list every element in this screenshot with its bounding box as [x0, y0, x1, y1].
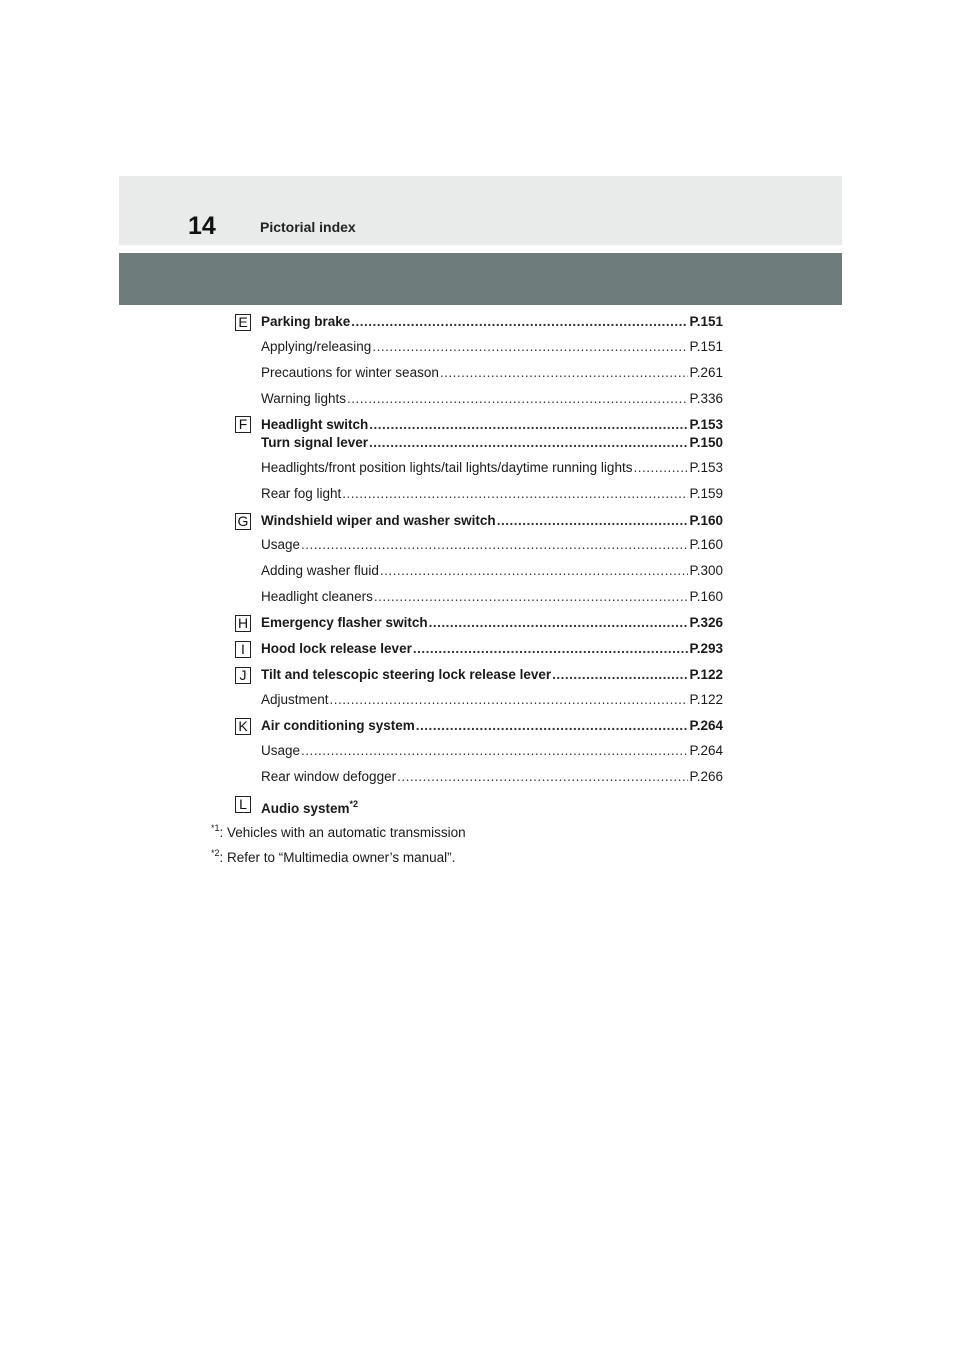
dot-leader	[497, 512, 689, 530]
entry-label: Headlights/front position lights/tail lights/daytime running lights	[261, 460, 633, 475]
entry-label: Hood lock release lever	[261, 641, 412, 656]
index-entry[interactable]	[261, 536, 723, 554]
entry-label: Precautions for winter season	[261, 365, 439, 380]
dot-leader	[347, 390, 688, 408]
page-ref[interactable]: P.261	[689, 365, 723, 380]
dot-leader	[372, 338, 688, 356]
dot-leader	[301, 742, 688, 760]
page-ref[interactable]: P.151	[689, 339, 723, 354]
header-band	[119, 176, 842, 245]
entry-label: Applying/releasing	[261, 339, 372, 354]
index-entry[interactable]	[261, 512, 723, 530]
index-entry[interactable]	[261, 768, 723, 786]
index-entry[interactable]	[261, 717, 723, 735]
page-ref[interactable]: P.264	[689, 718, 723, 733]
dot-leader	[416, 717, 689, 735]
dot-leader	[330, 691, 689, 709]
footnote-mark: *1	[211, 823, 220, 833]
dot-leader	[342, 485, 688, 503]
entry-label: Usage	[261, 537, 301, 552]
entry-label: Tilt and telescopic steering lock release lever	[261, 667, 552, 682]
index-entry[interactable]	[261, 742, 723, 760]
index-entry[interactable]	[261, 416, 723, 434]
page-ref[interactable]: P.153	[689, 460, 723, 475]
section-title: Pictorial index	[260, 219, 356, 235]
dot-leader	[552, 666, 688, 684]
marker-f: F	[235, 416, 251, 433]
page-ref[interactable]: P.160	[689, 537, 723, 552]
index-entry[interactable]	[261, 313, 723, 331]
footnote	[211, 819, 466, 842]
page-ref[interactable]: P.264	[689, 743, 723, 758]
index-entry[interactable]	[261, 390, 723, 408]
marker-i: I	[235, 641, 251, 658]
dot-leader	[413, 640, 689, 658]
entry-label: Air conditioning system	[261, 718, 415, 733]
index-entry[interactable]	[261, 364, 723, 382]
index-entry[interactable]	[261, 338, 723, 356]
entry-label: Windshield wiper and washer switch	[261, 513, 496, 528]
dot-leader	[440, 364, 689, 382]
marker-j: J	[235, 667, 251, 684]
footnote-text: : Vehicles with an automatic transmission	[219, 825, 466, 840]
dot-leader	[369, 416, 688, 434]
index-entry[interactable]	[261, 640, 723, 658]
page-ref[interactable]: P.266	[689, 769, 723, 784]
page-number: 14	[188, 212, 216, 240]
index-entry[interactable]	[261, 459, 723, 477]
entry-label: Rear fog light	[261, 486, 342, 501]
section-banner	[119, 253, 842, 305]
index-entry[interactable]	[261, 666, 723, 684]
footnote	[211, 844, 455, 867]
index-entry[interactable]	[261, 588, 723, 606]
footnote-mark: *2	[211, 848, 220, 858]
entry-label: Rear window defogger	[261, 769, 397, 784]
page-ref[interactable]: P.293	[689, 641, 723, 656]
index-entry[interactable]	[261, 614, 723, 632]
page-ref[interactable]: P.159	[689, 486, 723, 501]
page-ref[interactable]: P.336	[689, 391, 723, 406]
page-ref[interactable]: P.151	[689, 314, 723, 329]
footnote-text: : Refer to “Multimedia owner’s manual”.	[219, 850, 456, 865]
entry-label: Usage	[261, 743, 301, 758]
entry-label: Adding washer fluid	[261, 563, 379, 578]
marker-h: H	[235, 615, 251, 632]
dot-leader	[429, 614, 689, 632]
audio-system-label: Audio system	[261, 801, 350, 816]
index-entry[interactable]	[261, 562, 723, 580]
dot-leader	[380, 562, 689, 580]
dot-leader	[633, 459, 688, 477]
dot-leader	[301, 536, 688, 554]
page-ref[interactable]: P.122	[689, 692, 723, 707]
audio-system-superscript: *2	[349, 799, 359, 809]
entry-label: Headlight switch	[261, 417, 369, 432]
marker-l: L	[235, 796, 251, 813]
marker-k: K	[235, 718, 251, 735]
index-entry[interactable]	[261, 434, 723, 452]
page-ref[interactable]: P.122	[689, 667, 723, 682]
audio-system-entry	[261, 795, 358, 818]
entry-label: Emergency flasher switch	[261, 615, 428, 630]
page-ref[interactable]: P.300	[689, 563, 723, 578]
page-ref[interactable]: P.150	[689, 435, 723, 450]
dot-leader	[374, 588, 689, 606]
entry-label: Headlight cleaners	[261, 589, 373, 604]
entry-label: Turn signal lever	[261, 435, 369, 450]
page-ref[interactable]: P.153	[689, 417, 723, 432]
page-ref[interactable]: P.326	[689, 615, 723, 630]
marker-g: G	[235, 513, 251, 530]
marker-e: E	[235, 314, 251, 331]
page-ref[interactable]: P.160	[689, 589, 723, 604]
dot-leader	[397, 768, 688, 786]
index-entry[interactable]	[261, 485, 723, 503]
page-ref[interactable]: P.160	[689, 513, 723, 528]
entry-label: Adjustment	[261, 692, 329, 707]
dot-leader	[351, 313, 688, 331]
dot-leader	[369, 434, 688, 452]
entry-label: Parking brake	[261, 314, 351, 329]
entry-label: Warning lights	[261, 391, 347, 406]
index-entry[interactable]	[261, 691, 723, 709]
